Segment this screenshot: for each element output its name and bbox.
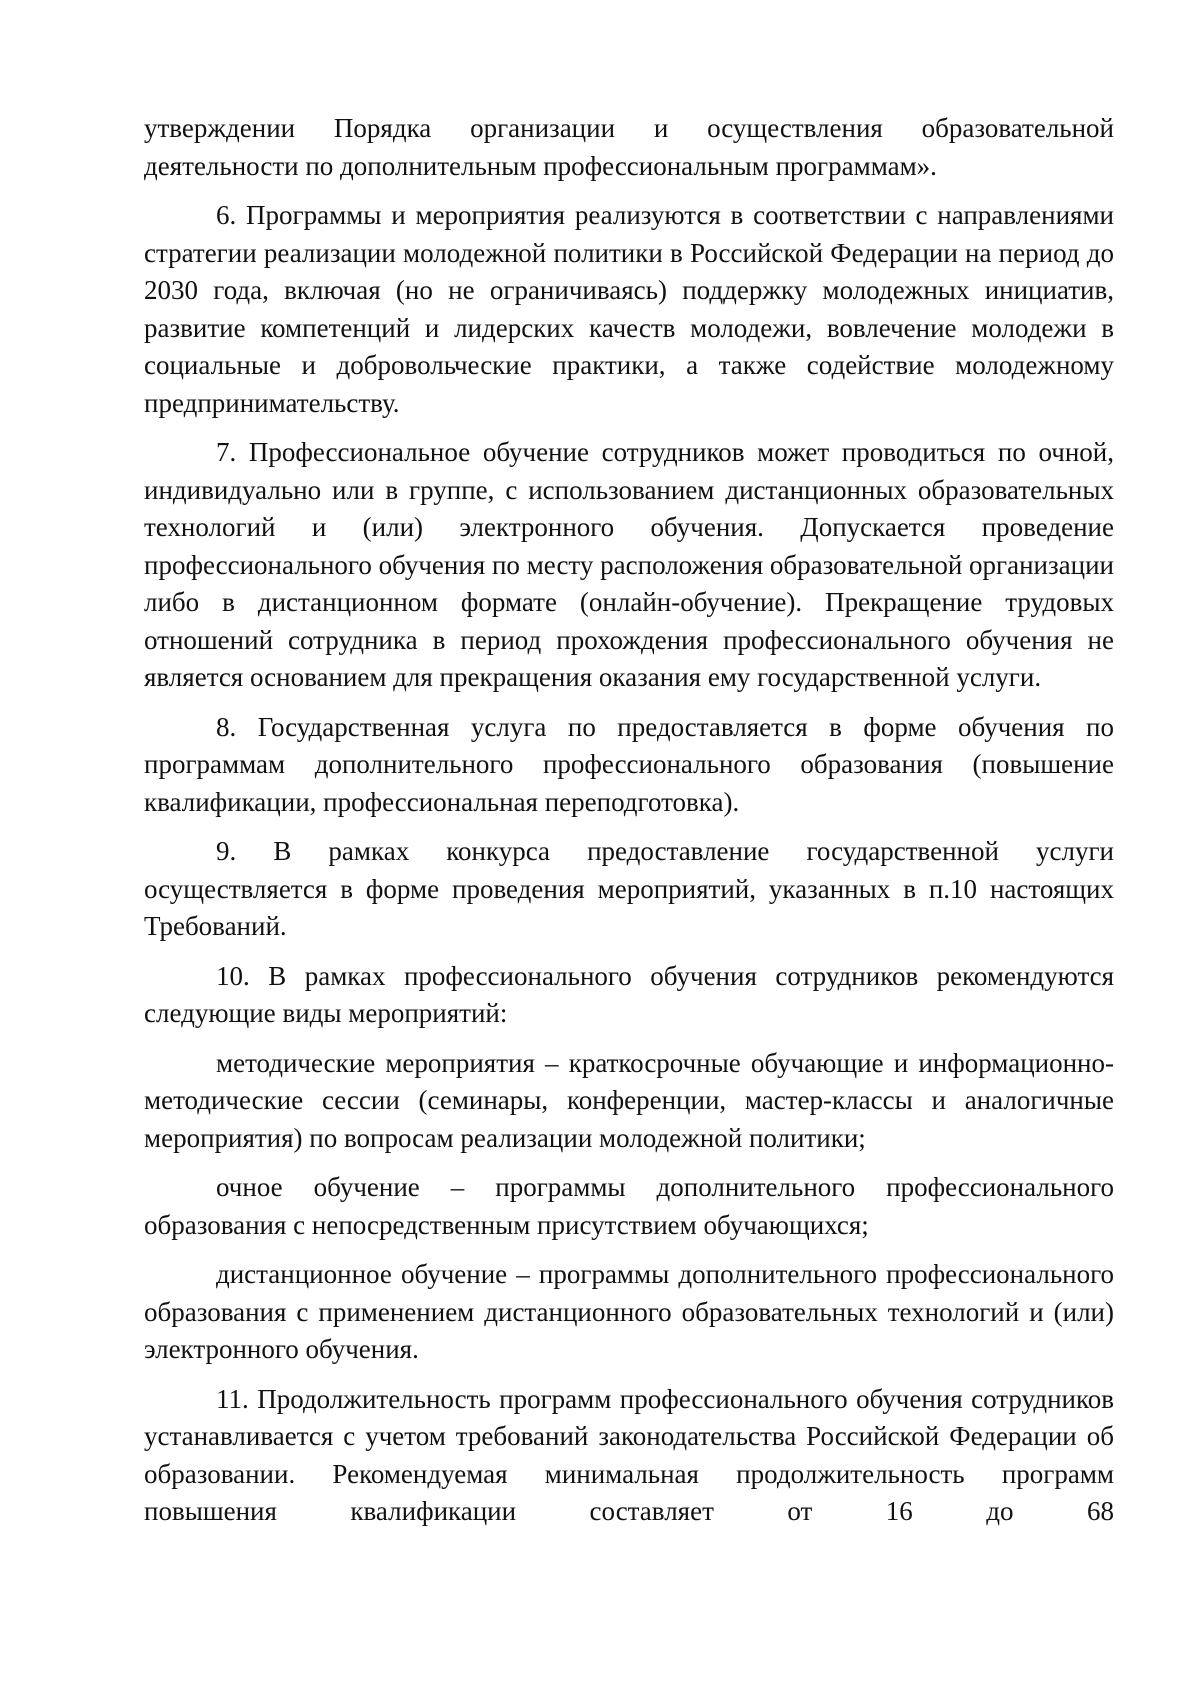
paragraph-6: 6. Программы и мероприятия реализуются в соответствии с направлениями стратегии реализации молодежной политики в Российской Федерации на период до 2030 года, включая (но не ограничиваясь) поддержку молодежных инициатив, развитие компетенций и лидерских качеств молодежи, вовлечение молодежи в социальные и добровольческие практики, а также содействие молодежному предпринимательству.	[144, 200, 1114, 418]
paragraph-11: 11. Продолжительность программ профессионального обучения сотрудников устанавливается с учетом требований законодательства Российской Федерации об образовании. Рекомендуемая минимальная продолжительность программ повышения квалификации составляет от 16 до 68	[144, 1383, 1114, 1526]
paragraph-5-continued: утверждении Порядка организации и осуществления образовательной деятельности по дополнительным профессиональным программам».	[144, 113, 1114, 181]
paragraph-10-fulltime-training: очное обучение – программы дополнительного профессионального образования с непосредственным присутствием обучающихся;	[144, 1172, 1114, 1240]
paragraph-9: 9. В рамках конкурса предоставление государственной услуги осуществляется в форме проведения мероприятий, указанных в п.10 настоящих Требований.	[144, 836, 1114, 941]
paragraph-8: 8. Государственная услуга по предоставляется в форме обучения по программам дополнительного профессионального образования (повышение квалификации, профессиональная переподготовка).	[144, 711, 1114, 817]
paragraph-7: 7. Профессиональное обучение сотрудников может проводиться по очной, индивидуально или в группе, с использованием дистанционных образовательных технологий и (или) электронного обучения. Допускается проведение профессионального обучения по месту расположения образовательной организации либо в дистанционном формате (онлайн-обучение). Прекращение трудовых отношений сотрудника в период прохождения профессионального обучения не является основанием для прекращения оказания ему государственной услуги.	[144, 437, 1114, 692]
document-page	[144, 110, 1114, 1543]
paragraph-10: 10. В рамках профессионального обучения сотрудников рекомендуются следующие виды мероприятий:	[144, 960, 1114, 1028]
paragraph-10-distance-training: дистанционное обучение – программы дополнительного профессионального образования с применением дистанционного образовательных технологий и (или) электронного обучения.	[144, 1259, 1114, 1364]
paragraph-10-methodical-events: методические мероприятия – краткосрочные обучающие и информационно-методические сессии (семинары, конференции, мастер-классы и аналогичные мероприятия) по вопросам реализации молодежной политики;	[144, 1047, 1114, 1153]
